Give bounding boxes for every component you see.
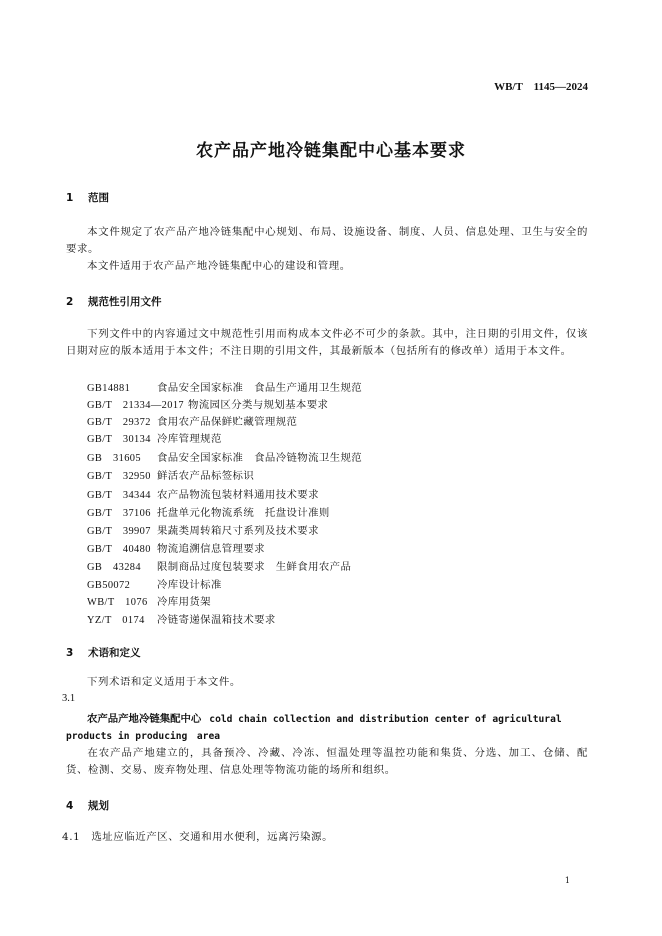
terms-intro-text: 下列术语和定义适用于本文件。: [87, 676, 241, 688]
scope-paragraph-2: [66, 258, 588, 275]
term-definition-paragraph: [66, 745, 588, 779]
reference-code: GB 31605: [87, 453, 142, 464]
term-definition: 在农产品产地建立的，具备预冷、冷藏、冷冻、恒温处理等温控功能和集货、分选、加工、仓储、配货、检测、交易、废弃物处理、信息处理等物流功能的场所和组织。: [66, 747, 588, 776]
reference-item: [87, 486, 319, 501]
section-2-heading: [66, 294, 162, 309]
reference-title: 物流追溯信息管理要求: [157, 543, 265, 555]
reference-item: [87, 593, 211, 608]
reference-code: GB/T 37106: [87, 508, 151, 519]
term-english: cold chain collection and distribution center of agricultural products in producing area: [66, 714, 562, 742]
scope-paragraph-1: [66, 224, 588, 258]
reference-code: GB/T 30134: [87, 434, 151, 445]
scope-text-2: 本文件适用于农产品产地冷链集配中心的建设和管理。: [87, 260, 351, 272]
section-3-heading: [66, 645, 141, 660]
reference-title: 冷链寄递保温箱技术要求: [157, 614, 276, 626]
reference-title: 冷库设计标准: [157, 579, 222, 591]
clause-4-1: [62, 829, 584, 846]
reference-item: [87, 430, 222, 445]
section-number: 4: [66, 800, 74, 812]
reference-code: GB 43284: [87, 562, 142, 573]
reference-item: [87, 611, 276, 626]
reference-title: 冷库用货架: [157, 596, 211, 608]
document-title: 农产品产地冷链集配中心基本要求: [196, 141, 466, 161]
reference-code: GB/T 21334—2017: [87, 400, 185, 411]
section-title: 范围: [88, 192, 109, 204]
normative-intro-paragraph: [66, 326, 588, 360]
reference-code: YZ/T 0174: [87, 615, 145, 626]
reference-item: [87, 467, 254, 482]
reference-title: 食品安全国家标准 食品冷链物流卫生规范: [157, 452, 363, 464]
reference-title: 鲜活农产品标签标识: [157, 470, 255, 482]
clause-4-1-text: 4.1 选址应临近产区、交通和用水便利，远离污染源。: [62, 831, 334, 843]
reference-item: [87, 504, 330, 519]
term-entry: [66, 711, 586, 745]
section-1-heading: [66, 190, 109, 205]
reference-code: WB/T 1076: [87, 597, 148, 608]
section-title: 术语和定义: [88, 647, 141, 659]
reference-code: GB/T 29372: [87, 417, 151, 428]
reference-title: 食品安全国家标准 食品生产通用卫生规范: [157, 382, 363, 394]
reference-title: 食用农产品保鲜贮藏管理规范: [157, 416, 298, 428]
section-4-heading: [66, 798, 109, 813]
reference-item: [87, 449, 362, 464]
reference-item: [87, 558, 351, 573]
reference-item: [87, 576, 222, 591]
reference-code: GB/T 40480: [87, 544, 151, 555]
reference-item: [87, 540, 265, 555]
reference-code: GB/T 32950: [87, 471, 151, 482]
term-chinese: 农产品产地冷链集配中心: [87, 713, 202, 725]
term-number: 3.1: [62, 693, 76, 704]
reference-item: [87, 396, 328, 411]
reference-item: [87, 413, 297, 428]
reference-item: [87, 522, 319, 537]
section-number: 3: [66, 647, 74, 659]
standard-code: WB/T 1145—2024: [494, 81, 588, 93]
reference-item: [87, 379, 362, 394]
reference-title: 农产品物流包装材料通用技术要求: [157, 489, 319, 501]
reference-title: 托盘单元化物流系统 托盘设计准则: [157, 507, 330, 519]
section-title: 规划: [88, 800, 109, 812]
reference-code: GB50072: [87, 580, 131, 591]
normative-intro-text: 下列文件中的内容通过文中规范性引用而构成本文件必不可少的条款。其中，注日期的引用文件，仅该日期对应的版本适用于本文件；不注日期的引用文件，其最新版本（包括所有的修改单）适用于本文件。: [66, 328, 588, 357]
reference-title: 冷库管理规范: [157, 433, 222, 445]
reference-title: 果蔬类周转箱尺寸系列及技术要求: [157, 525, 319, 537]
reference-code: GB/T 34344: [87, 490, 151, 501]
terms-intro-paragraph: [66, 674, 588, 691]
section-number: 2: [66, 296, 74, 308]
reference-code: GB14881: [87, 383, 131, 394]
reference-title: 限制商品过度包装要求 生鲜食用农产品: [157, 561, 352, 573]
scope-text-1: 本文件规定了农产品产地冷链集配中心规划、布局、设施设备、制度、人员、信息处理、卫生与安全的要求。: [66, 226, 588, 255]
section-title: 规范性引用文件: [88, 296, 162, 308]
section-number: 1: [66, 192, 74, 204]
reference-title: 物流园区分类与规划基本要求: [188, 399, 329, 411]
page-number: 1: [564, 876, 570, 885]
reference-code: GB/T 39907: [87, 526, 151, 537]
